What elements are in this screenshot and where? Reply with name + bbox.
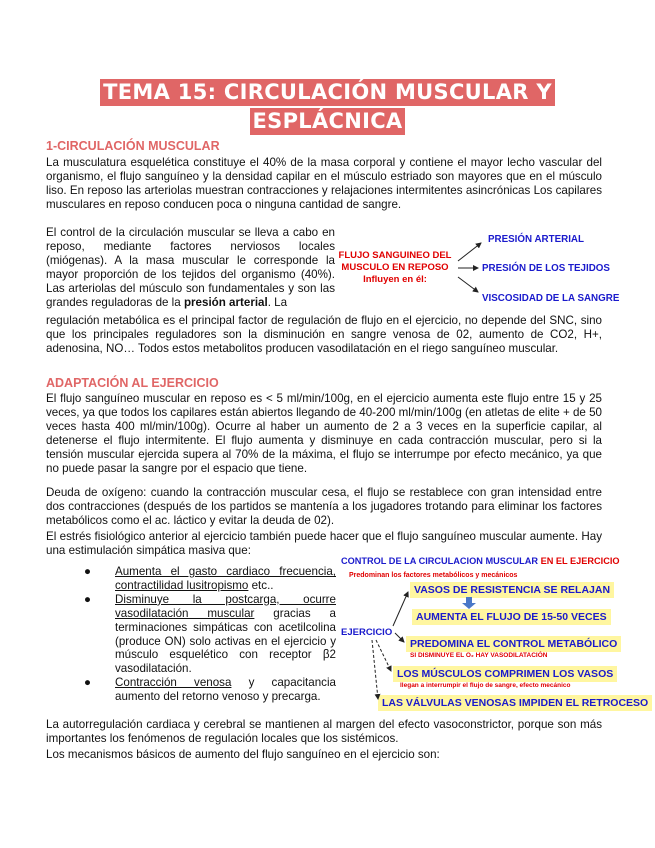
diagram2-box-musculos-comprimen-sub: llegan a interrumpir el flujo de sangre, efecto mecánico (400, 682, 571, 689)
diagram2-root-ejercicio: EJERCICIO (341, 627, 393, 638)
section-heading-ejercicio: ADAPTACIÓN AL EJERCICIO (46, 376, 219, 390)
diagram1-source-line1: FLUJO SANGUINEO DEL (338, 250, 452, 261)
arrow-to-presion-arterial (458, 243, 481, 261)
arrow-to-vasos (393, 592, 408, 626)
diagram2-box-valvulas: LAS VÁLVULAS VENOSAS IMPIDEN EL RETROCESO (378, 695, 652, 711)
paragraph-estres: El estrés fisiológico anterior al ejercicio también puede hacer que el flujo sanguíneo muscular aumente. Hay una estimulación simpática masiva que: (46, 530, 602, 557)
bullet-icon: ● (84, 676, 92, 690)
diagram2-box-vasos-relajan: VASOS DE RESISTENCIA SE RELAJAN (410, 582, 614, 598)
paragraph-mecanismos: Los mecanismos básicos de aumento del flujo sanguíneo en el ejercicio son: (46, 748, 440, 761)
section-heading-circulacion: 1-CIRCULACIÓN MUSCULAR (46, 139, 220, 153)
list-item-underlined: Disminuye la postcarga, ocurre vasodilatación muscular (115, 592, 336, 620)
diagram2-subtitle: Predominan los factores metabólicos y mecánicos (349, 572, 518, 579)
paragraph-intro: La musculatura esquelética constituye el 40% de la masa corporal y contiene el mayor lecho vascular del organismo, el flujo sanguíneo y la densidad capilar en el músculo estriado son mayores que en el músculo liso. En reposo las arteriolas muestran contracciones y relajaciones intermitentes asincrónicas Los capilares musculares en reposo conducen poca o ninguna cantidad de sangre. (46, 156, 602, 211)
list-item-rest: etc.. (248, 578, 274, 592)
diagram1-target-presion-arterial: PRESIÓN ARTERIAL (488, 234, 584, 245)
title-line-1: TEMA 15: CIRCULACIÓN MUSCULAR Y (100, 79, 555, 106)
paragraph-metabolic: regulación metabólica es el principal factor de regulación de flujo en el ejercicio, no depende del SNC, sino que los principales reguladores son la disminución en sangre venosa de 02, aumento de CO2, H+, adenosina, NO… Todos estos metabolitos producen vasodilatación en el riego sanguíneo muscular. (46, 314, 602, 355)
diagram1-target-viscosidad: VISCOSIDAD DE LA SANGRE (482, 293, 620, 304)
paragraph-control-text: El control de la circulación muscular se lleva a cabo en reposo, mediante factores nerviosos locales (miógenas). A la masa muscular le corresponde la mayor proporción de los tejidos del organismo (40%). Las arteriolas del músculo son fundamentales y son las grandes reguladoras de la (46, 226, 335, 309)
diagram2-box-control-metabolico-sub: SI DISMINUYE EL O₂ HAY VASODILATACIÓN (410, 652, 548, 659)
bullet-icon: ● (84, 592, 92, 606)
diagram2-box-musculos-comprimen: LOS MÚSCULOS COMPRIMEN LOS VASOS (393, 666, 617, 682)
paragraph-control-end: . La (267, 295, 288, 309)
bullet-icon: ● (84, 565, 92, 578)
block-arrow-down (466, 597, 472, 604)
list-item-rest: y capacitancia aumento del retorno venoso y precarga. (115, 676, 336, 704)
arrow-to-valvulas (372, 640, 378, 699)
diagram2-box-control-metabolico: PREDOMINA EL CONTROL METABÓLICO (406, 636, 621, 652)
presion-arterial-bold: presión arterial (183, 295, 268, 309)
list-item-underlined: Contracción venosa (115, 676, 232, 690)
arrow-to-viscosidad (458, 277, 478, 292)
arrow-to-metabolico (395, 633, 404, 642)
block-arrow-down-head (462, 603, 476, 609)
diagram2-box-aumenta-flujo: AUMENTA EL FLUJO DE 15-50 VECES (412, 609, 611, 625)
diagram1-source-line2: MUSCULO EN REPOSO (341, 262, 449, 273)
title-line-2: ESPLÁCNICA (250, 108, 406, 135)
diagram1-target-presion-tejidos: PRESIÓN DE LOS TEJIDOS (482, 263, 610, 274)
diagram1-source-line3: Influyen en él: (363, 274, 427, 285)
arrow-to-musculos (376, 640, 391, 671)
paragraph-autorregulacion: La autorregulación cardiaca y cerebral se mantienen al margen del efecto vasoconstrictor, porque son más importantes los fenómenos de regulación locales que los sistémicos. (46, 718, 602, 745)
paragraph-deuda-oxigeno: Deuda de oxígeno: cuando la contracción muscular cesa, el flujo se restablece con gran intensidad entre dos contracciones (después de los partidos se mantenía a los jugadores trotando para eliminar los factores metabólicos como el ac. láctico y evitar la deuda de 02). (46, 486, 602, 527)
diagram2-title-red: EN EL EJERCICIO (538, 556, 620, 566)
list-item-rest: gracias a terminaciones simpáticas con acetilcolina (produce ON) solo activas en el ejercicio y músculo esquelético con receptor β2 vasodilatación. (115, 606, 337, 676)
paragraph-flujo-ejercicio: El flujo sanguíneo muscular en reposo es < 5 ml/min/100g, en el ejercicio aumenta este flujo entre 15 y 25 veces, ya que todos los capilares están abiertos llegando de 40-200 ml/min/100g (en atletas de elite + de 50 veces hasta 400 ml/min/100g). Ocurre al haber un aumento de 2 a 3 veces en la superficie capilar, al detenerse el flujo intermitente. El flujo aumenta y disminuye en cada contracción muscular, pero si la tensión muscular ejercida supera al 70% de la máxima, el flujo se interrumpe por efecto mecánico, ya que no puede pasar la sangre por el espacio que tiene. (46, 392, 602, 475)
diagram2-title-blue: CONTROL DE LA CIRCULACION MUSCULAR (341, 556, 539, 566)
list-item-underlined: Aumenta el gasto cardiaco frecuencia, contractilidad lusitropismo (115, 565, 336, 592)
